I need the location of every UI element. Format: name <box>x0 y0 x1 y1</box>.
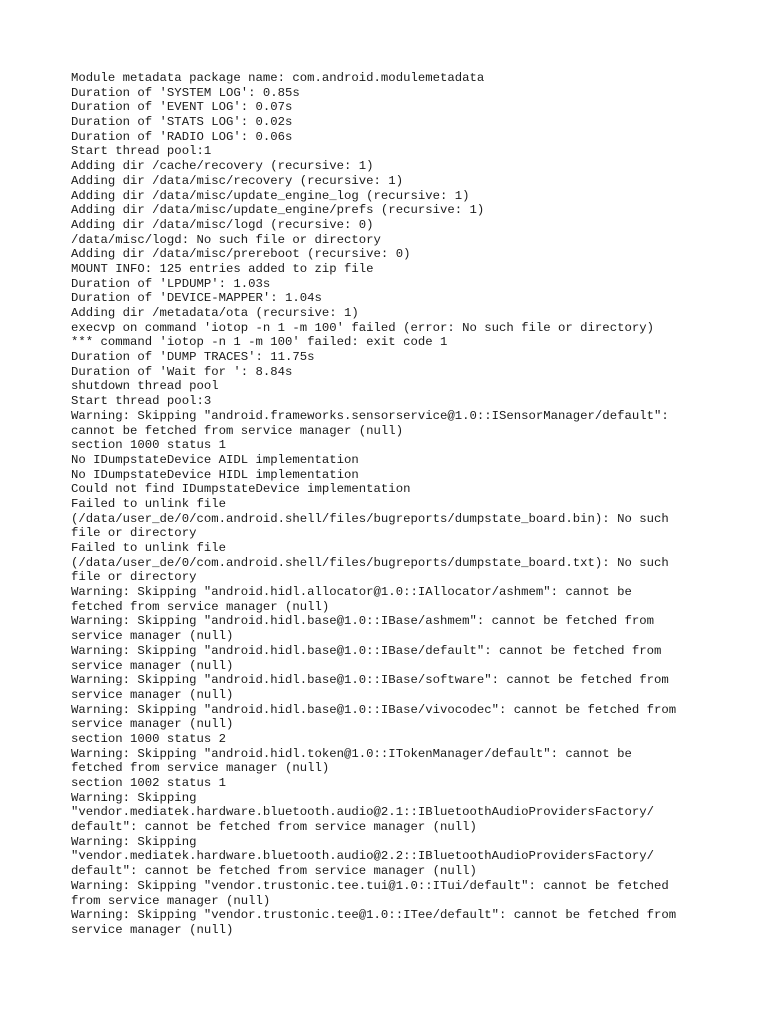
log-line: Warning: Skipping "android.hidl.base@1.0::IBase/vivocodec": cannot be fetched from <box>71 702 677 717</box>
log-line: Duration of 'LPDUMP': 1.03s <box>71 276 271 291</box>
log-line: Warning: Skipping <box>71 834 197 849</box>
log-line: service manager (null) <box>71 687 234 702</box>
log-line: Adding dir /data/misc/logd (recursive: 0) <box>71 217 374 232</box>
log-line: from service manager (null) <box>71 893 271 908</box>
log-line: Warning: Skipping "android.hidl.token@1.0::ITokenManager/default": cannot be <box>71 746 632 761</box>
log-line: cannot be fetched from service manager (null) <box>71 423 404 438</box>
log-line: Duration of 'SYSTEM LOG': 0.85s <box>71 85 300 100</box>
log-line: Warning: Skipping "android.hidl.base@1.0::IBase/ashmem": cannot be fetched from <box>71 614 654 629</box>
log-line: service manager (null) <box>71 717 234 732</box>
log-line: Adding dir /data/misc/prereboot (recursive: 0) <box>71 247 411 262</box>
log-line: service manager (null) <box>71 922 234 937</box>
log-line: No IDumpstateDevice HIDL implementation <box>71 467 359 482</box>
log-line: default": cannot be fetched from service manager (null) <box>71 864 477 879</box>
log-line: Start thread pool:3 <box>71 394 212 409</box>
log-line: Adding dir /cache/recovery (recursive: 1) <box>71 159 374 174</box>
log-line: Duration of 'Wait for ': 8.84s <box>71 364 293 379</box>
log-line: (/data/user_de/0/com.android.shell/files/bugreports/dumpstate_board.txt): No such <box>71 555 669 570</box>
log-line: *** command 'iotop -n 1 -m 100' failed: exit code 1 <box>71 335 448 350</box>
log-line: Warning: Skipping "android.hidl.allocator@1.0::IAllocator/ashmem": cannot be <box>71 585 632 600</box>
log-line: Warning: Skipping "android.frameworks.sensorservice@1.0::ISensorManager/default": <box>71 408 669 423</box>
log-line: section 1000 status 2 <box>71 731 226 746</box>
log-line: /data/misc/logd: No such file or directory <box>71 232 381 247</box>
log-line: file or directory <box>71 526 197 541</box>
log-line: section 1000 status 1 <box>71 438 226 453</box>
log-line: default": cannot be fetched from service manager (null) <box>71 820 477 835</box>
log-line: Warning: Skipping "android.hidl.base@1.0::IBase/software": cannot be fetched from <box>71 673 669 688</box>
log-document <box>71 71 711 938</box>
log-line: Duration of 'DEVICE-MAPPER': 1.04s <box>71 291 322 306</box>
log-line: MOUNT INFO: 125 entries added to zip file <box>71 261 374 276</box>
log-line: Duration of 'DUMP TRACES': 11.75s <box>71 350 315 365</box>
log-line: Duration of 'STATS LOG': 0.02s <box>71 115 293 130</box>
log-line: section 1002 status 1 <box>71 776 226 790</box>
log-line: fetched from service manager (null) <box>71 599 330 614</box>
log-line: Adding dir /data/misc/recovery (recursive: 1) <box>71 173 404 188</box>
log-line: (/data/user_de/0/com.android.shell/files/bugreports/dumpstate_board.bin): No such <box>71 511 669 526</box>
log-line: "vendor.mediatek.hardware.bluetooth.audio@2.1::IBluetoothAudioProvidersFactory/ <box>71 805 654 820</box>
log-line: Failed to unlink file <box>71 541 226 555</box>
log-line: execvp on command 'iotop -n 1 -m 100' failed (error: No such file or directory) <box>71 320 654 335</box>
log-line: No IDumpstateDevice AIDL implementation <box>71 452 359 467</box>
log-line: Duration of 'EVENT LOG': 0.07s <box>71 100 293 115</box>
log-line: Adding dir /data/misc/update_engine_log (recursive: 1) <box>71 188 470 203</box>
log-line: Module metadata package name: com.android.modulemetadata <box>71 71 485 85</box>
log-line: Failed to unlink file <box>71 496 226 511</box>
log-line: fetched from service manager (null) <box>71 761 330 776</box>
log-line: Duration of 'RADIO LOG': 0.06s <box>71 129 293 144</box>
log-line: file or directory <box>71 570 197 585</box>
log-line: Adding dir /metadata/ota (recursive: 1) <box>71 306 359 320</box>
log-line: service manager (null) <box>71 658 234 673</box>
log-line: shutdown thread pool <box>71 379 219 394</box>
log-line: Warning: Skipping "android.hidl.base@1.0::IBase/default": cannot be fetched from <box>71 643 662 658</box>
log-line: Warning: Skipping "vendor.trustonic.tee@1.0::ITee/default": cannot be fetched from <box>71 908 677 923</box>
log-line: Start thread pool:1 <box>71 144 212 159</box>
log-line: Warning: Skipping "vendor.trustonic.tee.tui@1.0::ITui/default": cannot be fetched <box>71 878 669 893</box>
log-line: Could not find IDumpstateDevice implementation <box>71 482 411 497</box>
log-line: Warning: Skipping <box>71 790 197 805</box>
log-line: Adding dir /data/misc/update_engine/prefs (recursive: 1) <box>71 203 485 218</box>
log-line: "vendor.mediatek.hardware.bluetooth.audio@2.2::IBluetoothAudioProvidersFactory/ <box>71 849 654 864</box>
log-line: service manager (null) <box>71 629 234 644</box>
